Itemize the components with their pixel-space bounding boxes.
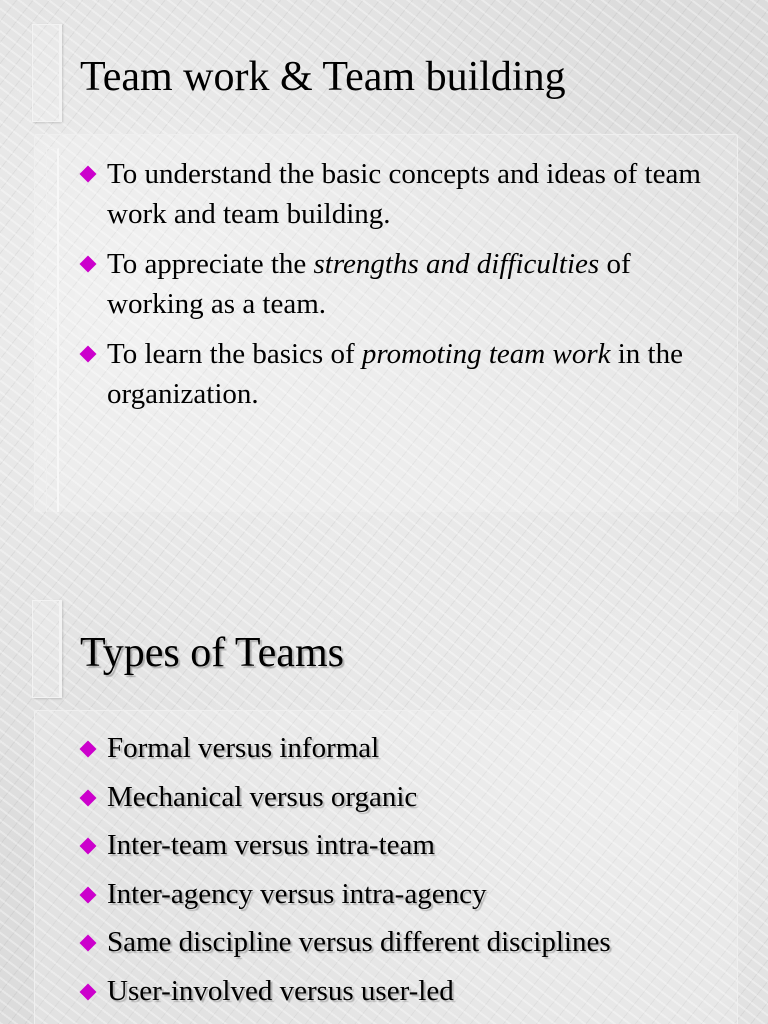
diamond-bullet-icon xyxy=(80,741,97,758)
diamond-bullet-icon xyxy=(80,983,97,1000)
list-item xyxy=(80,971,720,1011)
diamond-bullet-icon xyxy=(80,789,97,806)
title-accent-bar xyxy=(32,24,62,122)
list-item xyxy=(80,334,720,414)
bullet-text: Inter-team versus intra-team xyxy=(107,829,435,861)
diamond-bullet-icon xyxy=(80,166,97,183)
list-item xyxy=(80,244,720,324)
diamond-bullet-icon xyxy=(80,346,97,363)
bullet-text: To understand the basic concepts and ideas of team work and team building. xyxy=(107,158,701,230)
bullet-text: Same discipline versus different disciplines xyxy=(107,926,611,958)
diamond-bullet-icon xyxy=(80,886,97,903)
team-types-list xyxy=(80,728,720,1019)
slide-title: Team work & Team building xyxy=(80,54,566,100)
bullet-text: To appreciate the xyxy=(107,248,314,280)
list-item xyxy=(80,825,720,865)
list-item xyxy=(80,922,720,962)
list-item xyxy=(80,874,720,914)
diamond-bullet-icon xyxy=(80,838,97,855)
list-item xyxy=(80,777,720,817)
bullet-text: To learn the basics of xyxy=(107,338,362,370)
diamond-bullet-icon xyxy=(80,256,97,273)
slide-title: Types of Teams xyxy=(80,630,344,676)
bullet-text: User-involved versus user-led xyxy=(107,974,454,1007)
bullet-text: in the organization. xyxy=(107,338,683,410)
bullet-text: of working as a team. xyxy=(107,248,631,320)
bullet-text: Mechanical versus organic xyxy=(107,780,418,813)
bullet-list xyxy=(80,154,720,424)
bullet-text: Inter-agency versus intra-agency xyxy=(107,877,487,910)
diamond-bullet-icon xyxy=(80,935,97,952)
list-item xyxy=(80,728,720,768)
title-accent-bar xyxy=(32,600,62,698)
bullet-emphasis: promoting team work xyxy=(361,338,611,370)
bullet-text: Formal versus informal xyxy=(107,732,380,764)
bullet-emphasis: strengths and difficulties xyxy=(313,248,600,280)
list-item xyxy=(80,154,720,234)
content-rail xyxy=(46,148,59,512)
